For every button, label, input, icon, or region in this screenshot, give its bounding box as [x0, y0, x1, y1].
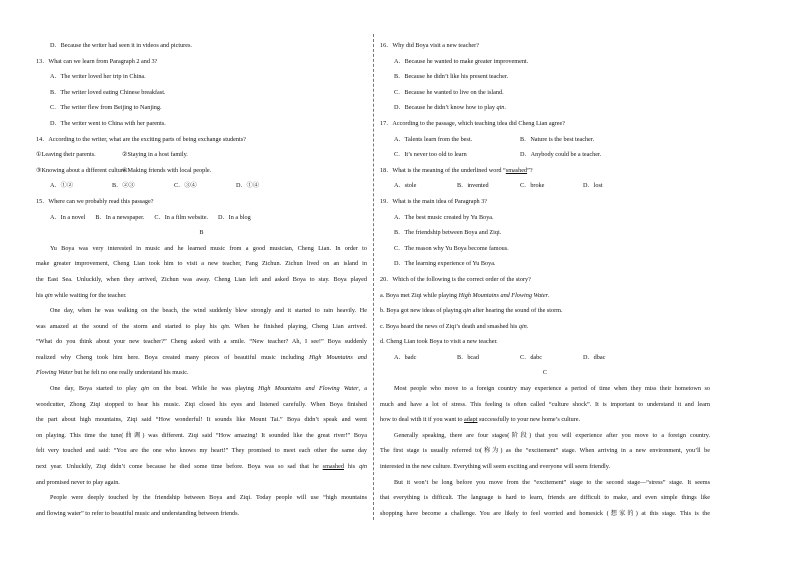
q15-option-d: D．In a blog — [218, 213, 251, 221]
passage-b-p2-line1: One day, when he was walking on the beach, the wind suddenly blew strongly and it started to rain heavily. He — [50, 307, 367, 315]
q19-stem: 19．What is the main idea of Paragraph 3? — [380, 197, 488, 205]
passage-b-p3-line6 — [36, 459, 367, 475]
text-run: how to deal with it if you want to — [380, 416, 465, 424]
q19-option-c: C．The reason why Yu Boya become famous. — [394, 244, 509, 252]
text-run: 18．What is the meaning of the underlined word “ — [380, 166, 506, 174]
q16-option-c: C．Because he wanted to live on the island. — [394, 88, 504, 96]
text-run: . When he finished playing, Cheng Lian arrived. — [228, 322, 368, 330]
q13-stem: 13．What can we learn from Paragraph 2 and 3? — [36, 57, 158, 65]
italic-title: High Mountains and Flowing Water — [458, 291, 549, 299]
passage-c-p1-line1: Most people who move to a foreign country may experience a period of time when they miss their hometown so — [394, 385, 710, 393]
q17-options-row1 — [380, 132, 710, 148]
passage-c-p2-line1: Generally speaking, there are four stages(阶段) that you will experience after you move to a foreign country. — [394, 431, 710, 439]
q20-event-d: d. Cheng Lian took Boya to visit a new teacher. — [380, 338, 498, 346]
q17-stem: 17．According to the passage, which teaching idea did Cheng Lian agree? — [380, 119, 566, 127]
q15-options — [36, 210, 367, 226]
passage-b-p1-line2: make greater improvement, Cheng Lian took him to visit a new teacher, Fang Zichun. Zichun lived on an island in — [36, 260, 367, 268]
italic-qin: qin — [44, 291, 53, 299]
q18-option-a: A．stole — [394, 182, 417, 190]
q14-option-a: A．①② — [50, 182, 74, 190]
q20-options — [380, 350, 710, 366]
q20-option-a: A．badc — [394, 353, 417, 361]
passage-b-p3-line1 — [36, 381, 367, 397]
passage-b-p1-line4 — [36, 288, 367, 304]
text-run: successfully to your new home’s culture. — [477, 416, 581, 424]
text-run: while waiting for the teacher. — [52, 291, 127, 299]
text-run: next year. Unluckily, Ziqi didn’t come because he died some time before. Boya was so sad that he — [36, 463, 323, 471]
q17-options-row2 — [380, 147, 710, 163]
q14-item-4: ④Making friends with local people. — [122, 166, 212, 174]
italic-qin: qin — [463, 307, 472, 315]
q20-event-a — [380, 288, 710, 304]
text-run: . — [548, 291, 550, 299]
q14-option-b: B．②③ — [112, 182, 135, 190]
italic-qin: qin — [359, 463, 367, 471]
underlined-adapt: adapt — [464, 416, 478, 424]
q15-option-a: A．In a novel — [50, 213, 86, 221]
passage-b-p4-line1: People were deeply touched by the friendship between Boya and Ziqi. Today people will use “high mountains — [50, 494, 367, 502]
q14-item-1: ①Leaving their parents. — [36, 151, 96, 159]
q15-option-c: C．In a film website. — [154, 213, 209, 221]
section-b-heading: B — [199, 229, 204, 237]
italic-qin: qin — [496, 104, 505, 112]
text-run: was amazed at the sound of the storm and started to play his — [36, 322, 221, 330]
text-run: . — [504, 104, 506, 112]
q15-stem: 15．Where can we probably read this passage? — [36, 197, 154, 205]
q18-options — [380, 178, 710, 194]
q16-option-d — [380, 100, 710, 116]
passage-c-p3-line1: But it won’t be long before you move from the “excitement” stage to the second stage—“stress” stage. It seems — [394, 478, 710, 486]
column-divider — [373, 34, 374, 520]
q19-option-a: A．The best music created by Yu Boya. — [394, 213, 494, 221]
q16-option-b: B．Because he didn’t like his present teacher. — [394, 73, 509, 81]
q14-option-c: C．③④ — [174, 182, 197, 190]
q16-option-a: A．Because he wanted to make greater improvement. — [394, 57, 529, 65]
text-run: b. Boya got new ideas of playing — [380, 307, 464, 315]
q14-stem: 14．According to the writer, what are the exciting parts of being exchange students? — [36, 135, 246, 143]
text-run: after hearing the sound of the storm. — [471, 307, 563, 315]
italic-qin: qin — [518, 322, 527, 330]
q20-option-b: B．bcad — [457, 353, 479, 361]
q18-option-d: D．lost — [583, 182, 603, 190]
q20-option-d: D．dbac — [583, 353, 606, 361]
passage-c-p1-line2: much and have a lot of stress. This feeling is often called “culture shock”. It is important to understand it and learn — [380, 400, 710, 408]
underlined-smashed: smashed — [505, 166, 528, 174]
q13-option-d: D．The writer went to China with her parents. — [50, 119, 166, 127]
q18-option-b: B．invented — [457, 182, 489, 190]
q17-option-d: D．Anybody could be a teacher. — [520, 151, 602, 159]
passage-c-p3-line2: that everything is difficult. The language is hard to learn, friends are difficult to make, and even simple things like — [380, 494, 710, 502]
q17-option-a: A．Talents learn from the best. — [394, 135, 473, 143]
passage-b-p2-line2 — [36, 319, 367, 335]
q18-option-c: C．broke — [520, 182, 545, 190]
text-run: on the boat. While he was playing — [148, 385, 259, 393]
q14-options — [36, 178, 367, 194]
passage-b-p2-line4 — [36, 350, 367, 366]
text-run: his — [36, 291, 45, 299]
passage-b-p3-line2: woodcutter, Zhong Ziqi stopped to hear his music. Ziqi closed his eyes and listened carefully. When Boya finished — [36, 400, 367, 408]
q14-item-3: ③Knowing about a different culture. — [36, 166, 128, 174]
italic-title: Flowing Water — [36, 369, 73, 377]
passage-b-p1-line1: Yu Boya was very interested in music and he learned music from a good musician, Cheng Lian. In order to — [50, 244, 367, 252]
passage-b-p2-line5 — [36, 365, 367, 381]
passage-b-p4-line2: and flowing water” to refer to beautiful music and understanding between friends. — [36, 509, 240, 517]
text-run: realized why Cheng took him here. Boya created many pieces of beautiful music including — [36, 353, 310, 361]
text-run: a. Boya met Ziqi while playing — [380, 291, 459, 299]
underlined-smashed: smashed — [322, 463, 344, 471]
q14-item-2: ②Staying in a host family. — [122, 151, 188, 159]
passage-b-p2-line3: “What do you think about your new teacher?” Cheng asked with a smile. “New teacher? Ah, I see!” Boya suddenly — [36, 338, 367, 346]
q20-stem: 20．Which of the following is the correct order of the story? — [380, 275, 531, 283]
italic-qin: qin — [141, 385, 149, 393]
passage-c-p1-line3 — [380, 412, 710, 428]
passage-c-p3-line3: shopping have become a challenge. You are likely to feel worried and homesick (想家的) at this stage. This is the — [380, 509, 710, 517]
q13-option-a: A．The writer loved her trip in China. — [50, 73, 146, 81]
q19-option-d: D．The learning experience of Yu Boya. — [394, 260, 496, 268]
q15-option-b: B．In a newspaper. — [95, 213, 145, 221]
q12-option-d: D．Because the writer had seen it in videos and pictures. — [50, 42, 192, 49]
italic-title: High Mountains and Flowing Water — [258, 385, 359, 393]
q20-option-c: C．dabc — [520, 353, 542, 361]
text-run: . — [526, 322, 529, 330]
passage-b-p3-line4: on playing. This time the tune(曲调) was different. Ziqi said “How amazing! It sounded like the great river!” Boya — [36, 431, 367, 439]
passage-b-p1-line3: the East Sea. Unluckily, when they arrived, Zichun was away. Cheng Lian left and asked Boya to stay. Boya played — [36, 275, 367, 283]
q19-option-b: B．The friendship between Boya and Ziqi. — [394, 229, 502, 237]
text-run: , a — [358, 385, 367, 393]
q13-option-b: B．The writer loved eating Chinese breakfast. — [50, 88, 166, 96]
passage-c-p2-line3: interested in the new culture. Everything will seem exciting and everyone will seem friendly. — [380, 463, 611, 471]
italic-qin: qin — [220, 322, 229, 330]
text-run: his — [343, 463, 360, 471]
text-run: ”? — [527, 166, 533, 174]
q17-option-c: C．It’s never too old to learn — [394, 151, 467, 159]
q20-event-c — [380, 319, 710, 335]
italic-title: High Mountains and — [309, 353, 367, 361]
q14-items-row2 — [36, 163, 367, 179]
text-run: D．Because he didn’t know how to play — [394, 104, 497, 112]
passage-c-p2-line2: The first stage is usually referred to(称为) as the “excitement” stage. When arriving in a new environment, you’ll be — [380, 447, 710, 455]
passage-b-p3-line3: the part about high mountains, Ziqi said “How wonderful! It sounds like Mount Tai.” Boya didn’t speak and went — [36, 416, 367, 424]
passage-b-p3-line7: and promised never to play again. — [36, 478, 120, 486]
text-run: One day, Boya started to play — [50, 385, 142, 393]
q16-stem: 16．Why did Boya visit a new teacher? — [380, 42, 479, 49]
q20-event-b — [380, 303, 710, 319]
left-column — [36, 38, 367, 521]
text-run: c. Boya heard the news of Ziqi’s death and smashed his — [380, 322, 519, 330]
q14-option-d: D．①④ — [236, 182, 260, 190]
q18-stem — [380, 163, 710, 179]
q17-option-b: B．Nature is the best teacher. — [520, 135, 595, 143]
section-c-heading: C — [542, 369, 548, 377]
q13-option-c: C．The writer flew from Beijing to Nanjing. — [50, 104, 162, 112]
text-run: but he felt no one really understand his music. — [72, 369, 189, 377]
q14-items-row1 — [36, 147, 367, 163]
right-column — [380, 38, 710, 521]
passage-b-p3-line5: felt very touched and said: “You are the one who knows my heart!” They promised to meet each other the same day — [36, 447, 367, 455]
